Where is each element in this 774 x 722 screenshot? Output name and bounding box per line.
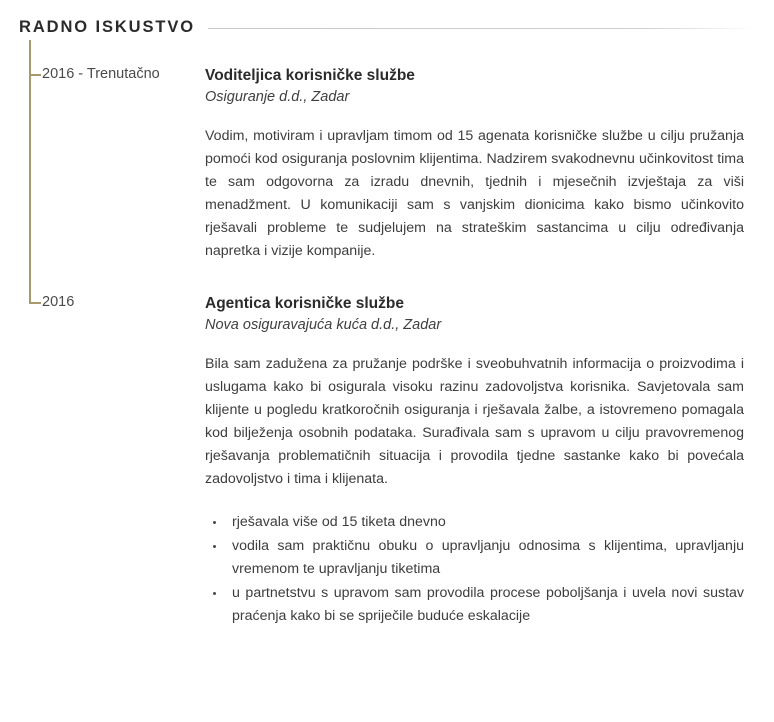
list-item: rješavala više od 15 tiketa dnevno	[205, 511, 744, 534]
entry-date-column	[19, 66, 205, 83]
entry-date: 2016	[42, 293, 75, 310]
entry-body-column	[205, 294, 763, 629]
job-description: Vodim, motiviram i upravljam timom od 15 agenata korisničke službe u cilju pružanja pomoći kod osiguranja poslovnim klijentima. Nadzirem svakodnevnu učinkovitost tima te sam odgovorna za izradu dnevnih, tjednih i mjesečnih izvještaja za viši menadžment. U komunikaciji sam s vanjskim dionicima kako bismo učinkovito rješavali probleme te sudjelujem na strateškim sastancima u cilju određivanja napretka i vizije kompanije.	[205, 127, 744, 259]
job-title: Voditeljica korisničke službe	[205, 67, 415, 84]
list-item: vodila sam praktičnu obuku o upravljanju odnosima s klijentima, upravljanju vremenom te upravljanju tiketima	[205, 535, 744, 581]
page-title: RADNO ISKUSTVO	[19, 17, 196, 36]
job-description: Bila sam zadužena za pružanje podrške i sveobuhvatnih informacija o proizvodima i uslugama kako bi osigurala visoku razinu zadovoljstva korisnika. Savjetovala sam klijente u pogledu kratkoročnih osiguranja i rješavala žalbe, a istovremeno pomagala kod bilježenja osobnih podataka. Surađivala sam s upravom u cilju pravovremenog rješavanja problematičnih situacija i provodila tjedne sastanke kako bi povećala zadovoljstvo i tima i klijenata.	[205, 355, 744, 487]
entry-body-column	[205, 66, 763, 263]
section-divider	[208, 28, 755, 29]
experience-entry	[19, 40, 774, 263]
entry-date-column	[19, 294, 205, 311]
job-highlight-list	[205, 511, 744, 628]
section-header	[0, 0, 774, 40]
timeline-tick-marker	[29, 74, 41, 76]
job-company: Osiguranje d.d., Zadar	[205, 89, 350, 106]
job-title: Agentica korisničke službe	[205, 294, 404, 312]
list-item: u partnetstvu s upravom sam provodila procese poboljšanja i uvela novi sustav praćenja kako bi se spriječile buduće eskalacije	[205, 582, 744, 628]
job-company: Nova osiguravajuća kuća d.d., Zadar	[205, 317, 442, 334]
experience-timeline	[0, 40, 774, 629]
timeline-tick-marker	[29, 302, 41, 304]
entry-date: 2016 - Trenutačno	[42, 66, 160, 82]
experience-entry	[19, 263, 774, 629]
